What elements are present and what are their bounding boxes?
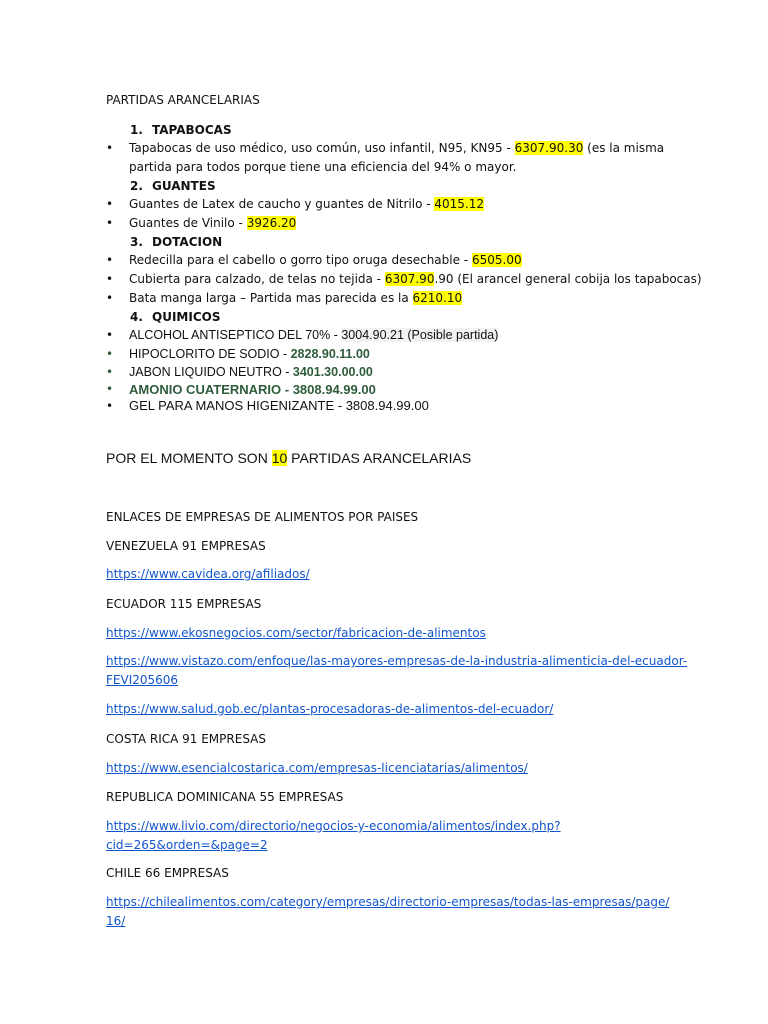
list-item-hipoclorito xyxy=(129,347,370,361)
item-text: HIPOCLORITO DE SODIO - xyxy=(129,347,291,361)
item-text: Bata manga larga – Partida mas parecida es la xyxy=(129,291,413,305)
links-section-title: ENLACES DE EMPRESAS DE ALIMENTOS POR PAISES xyxy=(106,510,419,524)
link-ekosnegocios[interactable]: https://www.ekosnegocios.com/sector/fabricacion-de-alimentos xyxy=(106,626,486,640)
link-vistazo-line2[interactable]: FEVI205606 xyxy=(106,673,179,687)
country-label-costarica: COSTA RICA 91 EMPRESAS xyxy=(106,732,266,746)
item-text: Guantes de Vinilo - xyxy=(129,216,247,230)
bullet-icon: • xyxy=(106,291,114,305)
section-tapabocas-heading: TAPABOCAS xyxy=(152,123,232,137)
bullet-icon: • xyxy=(106,216,114,230)
link-chilealimentos-line1[interactable]: https://chilealimentos.com/category/empresas/directorio-empresas/todas-las-empresas/page/ xyxy=(106,895,670,909)
bullet-icon: • xyxy=(106,399,114,413)
section-tapabocas-number: 1. xyxy=(130,123,143,137)
section-guantes-number: 2. xyxy=(130,179,143,193)
country-label-chile: CHILE 66 EMPRESAS xyxy=(106,866,229,880)
list-item-jabon xyxy=(129,365,373,379)
item-text-after: .90 (El arancel general cobija los tapabocas) xyxy=(434,272,702,286)
tariff-code: 3401.30.00.00 xyxy=(292,365,373,379)
link-esencialcostarica[interactable]: https://www.esencialcostarica.com/empresas-licenciatarias/alimentos/ xyxy=(106,761,528,775)
list-item-tapabocas xyxy=(129,141,664,155)
list-item-bata xyxy=(129,291,462,305)
link-livio-line2[interactable]: cid=265&orden=&page=2 xyxy=(106,838,268,852)
tariff-code: 6210.10 xyxy=(412,291,463,305)
bullet-icon: • xyxy=(106,328,114,342)
bullet-icon: • xyxy=(106,365,114,379)
section-dotacion-heading: DOTACION xyxy=(152,235,223,249)
item-text-after: (es la misma xyxy=(583,141,665,155)
item-text: Guantes de Latex de caucho y guantes de Nitrilo - xyxy=(129,197,435,211)
list-item-alcohol xyxy=(129,328,498,342)
bullet-icon: • xyxy=(106,141,114,155)
link-salud-gob[interactable]: https://www.salud.gob.ec/plantas-procesadoras-de-alimentos-del-ecuador/ xyxy=(106,702,554,716)
bullet-icon: • xyxy=(106,253,114,267)
list-item-gel: GEL PARA MANOS HIGENIZANTE - 3808.94.99.00 xyxy=(129,398,429,413)
bullet-icon: • xyxy=(106,197,114,211)
item-text: ALCOHOL ANTISEPTICO DEL 70% - xyxy=(129,328,342,342)
tariff-code: 4015.12 xyxy=(434,197,485,211)
bullet-icon: • xyxy=(106,347,114,361)
section-dotacion-number: 3. xyxy=(130,235,143,249)
link-livio-line1[interactable]: https://www.livio.com/directorio/negocios-y-economia/alimentos/index.php? xyxy=(106,819,561,833)
country-label-dominicana: REPUBLICA DOMINICANA 55 EMPRESAS xyxy=(106,790,344,804)
tariff-code: 6505.00 xyxy=(471,253,522,267)
tariff-code: 2828.90.11.00 xyxy=(290,347,370,361)
link-cavidea[interactable]: https://www.cavidea.org/afiliados/ xyxy=(106,567,310,581)
summary-before: POR EL MOMENTO SON xyxy=(106,450,272,466)
item-text: Tapabocas de uso médico, uso común, uso infantil, N95, KN95 - xyxy=(129,141,515,155)
summary-after: PARTIDAS ARANCELARIAS xyxy=(287,450,472,466)
list-item-amonio: AMONIO CUATERNARIO - 3808.94.99.00 xyxy=(129,382,376,397)
tariff-code: 6307.90 xyxy=(384,272,435,286)
country-label-ecuador: ECUADOR 115 EMPRESAS xyxy=(106,597,262,611)
tariff-code: 6307.90.30 xyxy=(514,141,584,155)
item-text: Cubierta para calzado, de telas no tejida - xyxy=(129,272,385,286)
country-label-venezuela: VENEZUELA 91 EMPRESAS xyxy=(106,539,266,553)
item-text: Redecilla para el cabello o gorro tipo oruga desechable - xyxy=(129,253,472,267)
list-item-guantes-vinilo xyxy=(129,216,296,230)
list-item-redecilla xyxy=(129,253,522,267)
link-chilealimentos-line2[interactable]: 16/ xyxy=(106,914,126,928)
document-title: PARTIDAS ARANCELARIAS xyxy=(106,93,260,107)
item-text: JABON LIQUIDO NEUTRO - xyxy=(129,365,293,379)
bullet-icon: • xyxy=(106,272,114,286)
list-item-tapabocas-continued: partida para todos porque tiene una eficiencia del 94% o mayor. xyxy=(129,160,517,174)
list-item-cubierta-calzado xyxy=(129,272,702,286)
list-item-guantes-latex xyxy=(129,197,484,211)
summary-count: 10 xyxy=(271,450,288,466)
tariff-code: 3004.90.21 (Posible partida) xyxy=(341,328,499,342)
section-quimicos-heading: QUIMICOS xyxy=(152,310,221,324)
section-guantes-heading: GUANTES xyxy=(152,179,216,193)
section-quimicos-number: 4. xyxy=(130,310,143,324)
summary-line xyxy=(106,450,471,466)
tariff-code: 3926.20 xyxy=(246,216,297,230)
link-vistazo-line1[interactable]: https://www.vistazo.com/enfoque/las-mayores-empresas-de-la-industria-alimenticia-del-ecuador- xyxy=(106,654,688,668)
bullet-icon: • xyxy=(106,382,114,396)
